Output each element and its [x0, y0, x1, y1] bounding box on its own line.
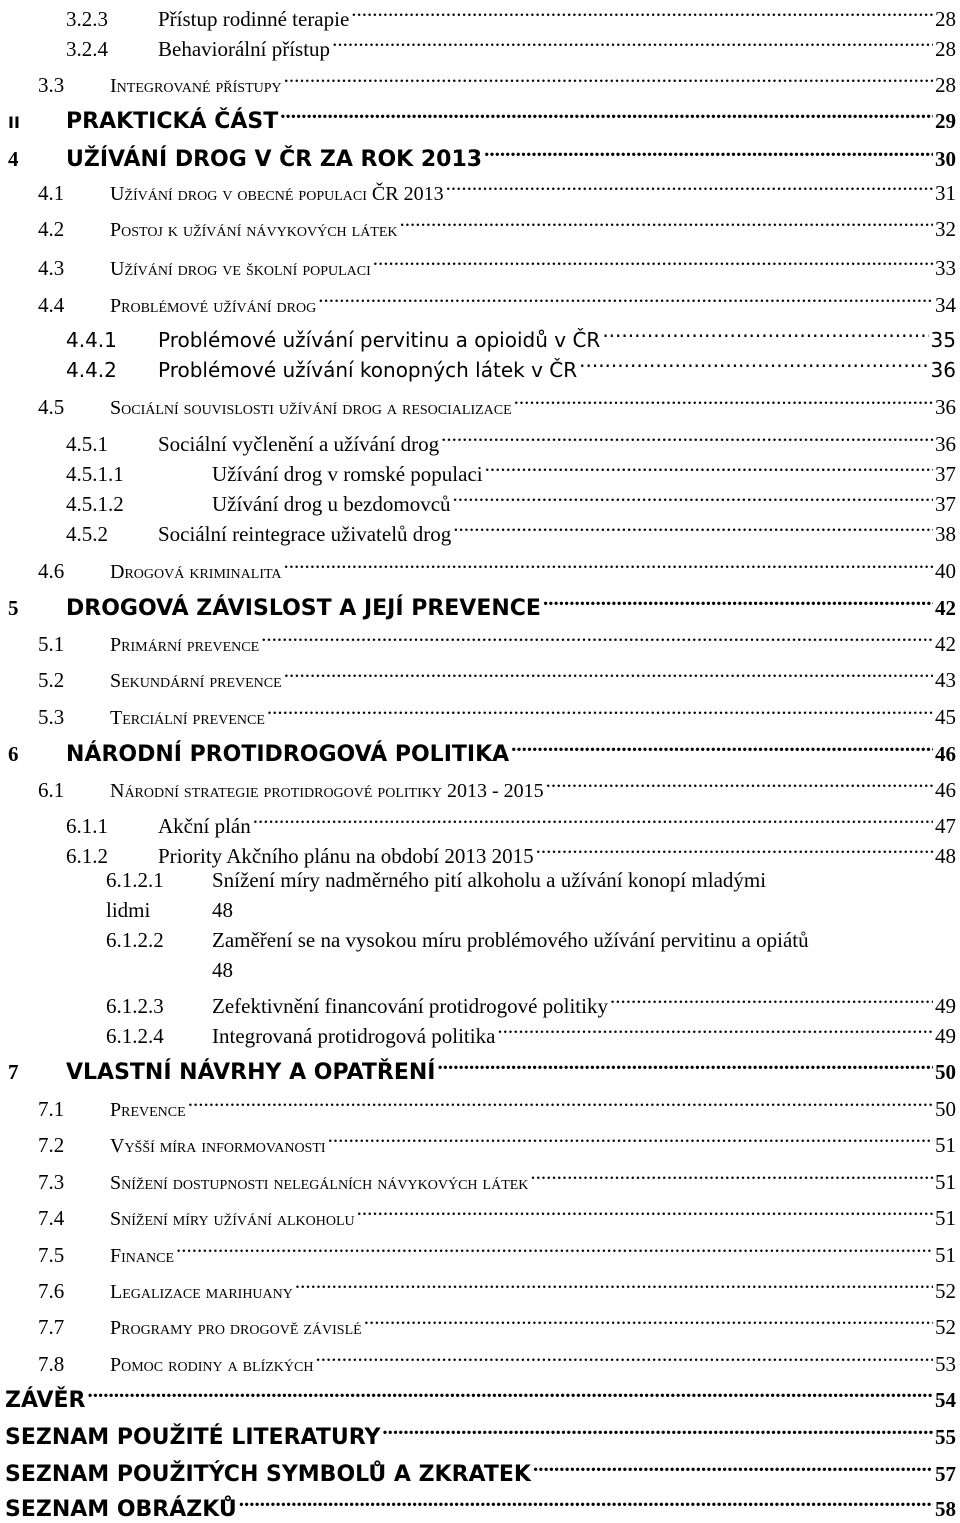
entry-page: 55 — [935, 1425, 956, 1449]
dot-leader — [485, 455, 933, 481]
toc-entry[interactable] — [8, 1053, 956, 1086]
toc-entry[interactable] — [66, 321, 956, 353]
entry-page: 52 — [935, 1279, 956, 1303]
dot-leader — [533, 1455, 933, 1481]
entry-number: 7.8 — [38, 1352, 65, 1376]
entry-number: 4.5.1 — [66, 432, 108, 456]
entry-page: 28 — [935, 37, 956, 61]
entry-page: 48 — [212, 898, 233, 922]
entry-number: 6.1.2.4 — [106, 1024, 164, 1048]
entry-number: 4.3 — [38, 256, 65, 280]
entry-title-continued: lidmi — [106, 898, 151, 922]
entry-number: 7.2 — [38, 1133, 65, 1157]
toc-entry[interactable] — [66, 455, 956, 487]
dot-leader — [511, 735, 933, 761]
entry-title: Užívání drog u bezdomovců — [212, 492, 451, 516]
dot-leader — [610, 987, 933, 1013]
toc-entry[interactable] — [38, 210, 956, 243]
entry-page: 36 — [930, 358, 956, 382]
toc-entry[interactable] — [66, 351, 956, 383]
entry-page: 30 — [935, 147, 956, 171]
entry-title: Terciální prevence — [110, 707, 265, 729]
entry-number: 4.5 — [38, 395, 65, 419]
entry-title: Akční plán — [158, 814, 251, 838]
entry-title: Prevence — [110, 1099, 186, 1121]
entry-title: Užívání drog ve školní populaci — [110, 258, 371, 280]
toc-entry[interactable] — [38, 1199, 956, 1232]
entry-number: 3.2.4 — [66, 37, 108, 61]
entry-page: 34 — [935, 293, 956, 317]
entry-number: 5.3 — [38, 705, 65, 729]
entry-page: 48 — [935, 844, 956, 868]
entry-number: II — [8, 113, 20, 132]
dot-leader — [284, 552, 933, 578]
dot-leader — [295, 1272, 933, 1298]
dot-leader — [253, 807, 933, 833]
toc-entry[interactable] — [38, 1163, 956, 1196]
dot-leader — [437, 1053, 933, 1079]
entry-page: 38 — [935, 522, 956, 546]
dot-leader — [441, 425, 933, 451]
entry-title: Snížení dostupnosti nelegálních návykových látek — [110, 1172, 529, 1194]
dot-leader — [315, 1345, 933, 1371]
entry-number: 4.5.1.1 — [66, 462, 124, 486]
entry-number: 7.7 — [38, 1315, 65, 1339]
dot-leader — [382, 1418, 933, 1444]
entry-title: Užívání drog v obecné populaci ČR 2013 — [110, 183, 444, 205]
dot-leader — [176, 1236, 933, 1262]
entry-page: 48 — [212, 958, 233, 982]
toc-entry[interactable] — [38, 1308, 956, 1341]
entry-title: Problémové užívání drog — [110, 295, 317, 317]
dot-leader — [514, 388, 933, 414]
entry-page: 42 — [935, 632, 956, 656]
toc-entry[interactable] — [106, 867, 766, 893]
entry-number: 3.3 — [38, 73, 65, 97]
entry-number: 6.1.2.1 — [106, 868, 164, 892]
entry-title: Programy pro drogově závislé — [110, 1317, 362, 1339]
entry-page: 46 — [935, 742, 956, 766]
entry-title: NÁRODNÍ PROTIDROGOVÁ POLITIKA — [66, 742, 510, 767]
entry-number: 7.3 — [38, 1170, 65, 1194]
dot-leader — [453, 515, 933, 541]
toc-entry[interactable] — [38, 174, 956, 207]
entry-title: Užívání drog v romské populaci — [212, 462, 483, 486]
entry-title: UŽÍVÁNÍ DROG V ČR ZA ROK 2013 — [66, 147, 483, 172]
toc-entry[interactable] — [38, 249, 956, 282]
dot-leader — [357, 1199, 933, 1225]
entry-number: 4.1 — [38, 181, 65, 205]
entry-page: 51 — [935, 1243, 956, 1267]
entry-title: ZÁVĚR — [5, 1388, 86, 1413]
entry-number: 7.6 — [38, 1279, 65, 1303]
dot-leader — [497, 1017, 933, 1043]
toc-entry[interactable] — [66, 30, 956, 62]
toc-entry[interactable] — [66, 0, 956, 32]
entry-page: 40 — [935, 559, 956, 583]
entry-page: 42 — [935, 596, 956, 620]
entry-number: 6.1.2 — [66, 844, 108, 868]
toc-entry[interactable] — [38, 286, 956, 319]
entry-page: 28 — [935, 73, 956, 97]
entry-page: 57 — [935, 1462, 956, 1486]
toc-entry[interactable] — [5, 1381, 956, 1414]
entry-number: 4.5.2 — [66, 522, 108, 546]
entry-title: Primární prevence — [110, 634, 260, 656]
entry-page: 35 — [930, 328, 956, 352]
entry-number: 6.1.2.2 — [106, 928, 164, 952]
entry-page: 28 — [935, 7, 956, 31]
toc-entry[interactable] — [106, 1017, 956, 1049]
dot-leader — [536, 837, 933, 863]
entry-page: 36 — [935, 395, 956, 419]
entry-page: 32 — [935, 217, 956, 241]
dot-leader — [284, 661, 933, 687]
toc-entry[interactable] — [38, 661, 956, 694]
entry-number: 7.1 — [38, 1097, 65, 1121]
dot-leader — [87, 1381, 933, 1407]
dot-leader — [332, 30, 933, 56]
toc-entry[interactable] — [38, 1126, 956, 1159]
entry-page: 49 — [935, 994, 956, 1018]
dot-leader — [188, 1090, 933, 1116]
entry-number: 7 — [8, 1060, 19, 1084]
toc-entry[interactable] — [38, 552, 956, 585]
entry-title: Behaviorální přístup — [158, 37, 331, 61]
entry-page: 43 — [935, 668, 956, 692]
entry-title: Sociální reintegrace uživatelů drog — [158, 522, 452, 546]
toc-entry[interactable] — [38, 1236, 956, 1269]
entry-number: 7.4 — [38, 1206, 65, 1230]
dot-leader — [318, 286, 933, 312]
entry-title: Drogová kriminalita — [110, 561, 282, 583]
dot-leader — [267, 698, 933, 724]
dot-leader — [284, 66, 933, 92]
entry-title: Vyšší míra informovanosti — [110, 1135, 326, 1157]
dot-leader — [400, 210, 933, 236]
entry-number: 4.5.1.2 — [66, 492, 124, 516]
entry-page: 33 — [935, 256, 956, 280]
entry-title: SEZNAM POUŽITÉ LITERATURY — [5, 1425, 381, 1450]
entry-title: Přístup rodinné terapie — [158, 7, 350, 31]
dot-leader — [351, 0, 933, 26]
toc-entry[interactable] — [5, 1490, 956, 1523]
entry-number: 6.1.2.3 — [106, 994, 164, 1018]
toc-entry[interactable] — [8, 735, 956, 768]
dot-leader — [328, 1126, 933, 1152]
entry-page: 53 — [935, 1352, 956, 1376]
dot-leader — [239, 1490, 933, 1516]
toc-entry[interactable] — [38, 66, 956, 99]
toc-entry[interactable] — [8, 140, 956, 173]
dot-leader — [530, 1163, 933, 1189]
entry-number: 6 — [8, 742, 19, 766]
dot-leader — [543, 589, 933, 615]
toc-entry[interactable] — [38, 1090, 956, 1123]
entry-page: 51 — [935, 1170, 956, 1194]
entry-title: Problémové užívání konopných látek v ČR — [158, 358, 578, 382]
entry-page: 29 — [935, 109, 956, 133]
toc-entry[interactable] — [106, 927, 809, 953]
toc-entry[interactable] — [66, 425, 956, 457]
dot-leader — [484, 140, 933, 166]
entry-page: 37 — [935, 462, 956, 486]
entry-page: 36 — [935, 432, 956, 456]
toc-entry[interactable] — [38, 1272, 956, 1305]
toc-entry[interactable] — [106, 987, 956, 1019]
entry-page: 49 — [935, 1024, 956, 1048]
entry-page: 58 — [935, 1497, 956, 1521]
dot-leader — [546, 771, 933, 797]
entry-number: 6.1 — [38, 778, 65, 802]
entry-page: 51 — [935, 1206, 956, 1230]
entry-title: DROGOVÁ ZÁVISLOST A JEJÍ PREVENCE — [66, 596, 541, 621]
dot-leader — [602, 321, 928, 347]
entry-title: VLASTNÍ NÁVRHY A OPATŘENÍ — [66, 1060, 436, 1085]
entry-number: 7.5 — [38, 1243, 65, 1267]
toc-entry[interactable] — [38, 698, 956, 731]
toc-entry[interactable] — [38, 625, 956, 658]
entry-page: 37 — [935, 492, 956, 516]
dot-leader — [261, 625, 933, 651]
entry-title: Pomoc rodiny a blízkých — [110, 1354, 314, 1376]
toc-entry[interactable] — [66, 485, 956, 517]
toc-entry[interactable] — [5, 1418, 956, 1451]
entry-page: 50 — [935, 1060, 956, 1084]
entry-title: Sekundární prevence — [110, 670, 282, 692]
entry-title: Zaměření se na vysokou míru problémového užívání pervitinu a opiátů — [212, 928, 809, 952]
dot-leader — [373, 249, 933, 275]
entry-number: 4.4.1 — [66, 328, 117, 352]
entry-page: 47 — [935, 814, 956, 838]
entry-page: 54 — [935, 1388, 956, 1412]
entry-title: Integrovaná protidrogová politika — [212, 1024, 496, 1048]
toc-entry-continuation[interactable] — [106, 897, 233, 923]
dot-leader — [364, 1308, 933, 1334]
entry-title: SEZNAM POUŽITÝCH SYMBOLŮ A ZKRATEK — [5, 1462, 531, 1487]
toc-entry[interactable] — [38, 388, 956, 421]
entry-number: 4.6 — [38, 559, 65, 583]
entry-title: Finance — [110, 1245, 175, 1267]
entry-page: 51 — [935, 1133, 956, 1157]
entry-title: Integrované přístupy — [110, 75, 282, 97]
entry-title: Legalizace marihuany — [110, 1281, 293, 1303]
entry-page: 50 — [935, 1097, 956, 1121]
toc-entry[interactable] — [8, 102, 956, 136]
dot-leader — [453, 485, 933, 511]
entry-page: 45 — [935, 705, 956, 729]
entry-title: Problémové užívání pervitinu a opioidů v ČR — [158, 328, 601, 352]
entry-number: 4 — [8, 147, 19, 171]
entry-number: 4.4 — [38, 293, 65, 317]
entry-number: 4.4.2 — [66, 358, 117, 382]
entry-page: 52 — [935, 1315, 956, 1339]
entry-number: 3.2.3 — [66, 7, 108, 31]
entry-number: 5 — [8, 596, 19, 620]
entry-title: Snížení míry nadměrného pití alkoholu a užívání konopí mladými — [212, 868, 767, 892]
entry-title: Postoj k užívání návykových látek — [110, 219, 398, 241]
entry-title: PRAKTICKÁ ČÁST — [66, 109, 279, 134]
dot-leader — [446, 174, 933, 200]
entry-number: 5.1 — [38, 632, 65, 656]
entry-title: Sociální souvislosti užívání drog a resocializace — [110, 397, 512, 419]
toc-entry[interactable] — [38, 1345, 956, 1378]
entry-title: Snížení míry užívání alkoholu — [110, 1208, 355, 1230]
toc-entry[interactable] — [66, 807, 956, 839]
entry-title: SEZNAM OBRÁZKŮ — [5, 1497, 237, 1522]
entry-number: 4.2 — [38, 217, 65, 241]
toc-entry-continuation[interactable] — [212, 957, 233, 983]
toc-entry[interactable] — [66, 515, 956, 547]
entry-title: Zefektivnění financování protidrogové politiky — [212, 994, 608, 1018]
dot-leader — [579, 351, 928, 377]
toc-entry[interactable] — [8, 589, 956, 622]
toc-entry[interactable] — [66, 837, 956, 869]
entry-page: 31 — [935, 181, 956, 205]
entry-title: Priority Akčního plánu na období 2013 2015 — [158, 844, 534, 868]
entry-number: 6.1.1 — [66, 814, 108, 838]
entry-title: Národní strategie protidrogové politiky 2013 - 2015 — [110, 780, 544, 802]
entry-page: 46 — [935, 778, 956, 802]
toc-entry[interactable] — [5, 1455, 956, 1488]
dot-leader — [280, 102, 933, 128]
toc-entry[interactable] — [38, 771, 956, 804]
entry-title: Sociální vyčlenění a užívání drog — [158, 432, 440, 456]
entry-number: 5.2 — [38, 668, 65, 692]
